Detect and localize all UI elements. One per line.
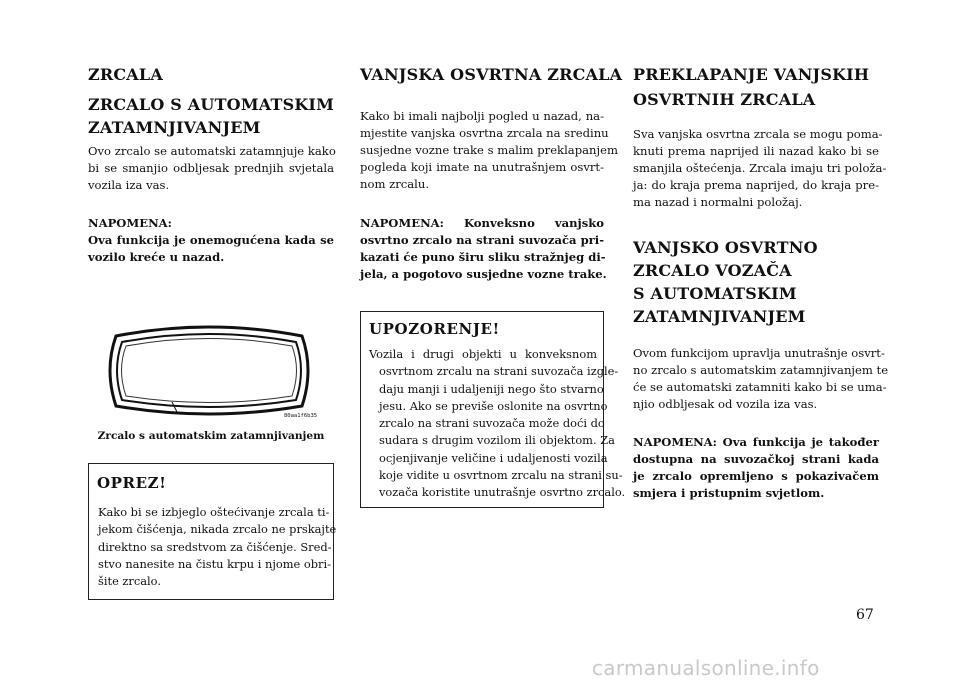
- text-line: Ova funkcija je onemogućena kada se: [88, 233, 334, 247]
- figure-caption: Zrcalo s automatskim zatamnjivanjem: [97, 430, 325, 442]
- text-line: sudara s drugim vozilom ili objektom. Za: [379, 433, 615, 448]
- text-line: vozila iza vas.: [88, 178, 170, 192]
- text-line: ocjenjivanje veličine i udaljenosti vozila: [379, 450, 608, 465]
- caution-title: OPREZ!: [97, 474, 167, 492]
- warning-text: [369, 346, 626, 502]
- text-line: ja: do kraja prema naprijed, do kraja pre-: [633, 178, 879, 192]
- text-line: osvrtno zrcalo na strani suvozača pri-: [360, 233, 605, 247]
- text-line: no zrcalo s automatskim zatamnjivanjem te: [633, 363, 889, 377]
- heading-driver-mirror-l4: ZATAMNJIVANJEM: [633, 307, 806, 326]
- text-line: Ovom funkcijom upravlja unutrašnje osvrt-: [633, 346, 885, 360]
- text-line: jekom čišćenja, nikada zrcalo ne prskajte: [98, 522, 337, 537]
- text-line: Kako bi se izbjeglo oštećivanje zrcala ti-: [98, 505, 330, 519]
- text-line: stvo nanesite na čistu krpu i njome obri-: [98, 556, 331, 571]
- text-line: smjera i pristupnim svjetlom.: [633, 486, 825, 500]
- text-line: mjestite vanjska osvrtna zrcala na sredinu: [360, 126, 609, 140]
- caution-text: [98, 504, 337, 590]
- text-line: direktno sa sredstvom za čišćenje. Sred-: [98, 539, 332, 554]
- text-line: Vozila i drugi objekti u konveksnom: [369, 347, 597, 361]
- heading-driver-mirror-l3: S AUTOMATSKIM: [633, 284, 797, 303]
- text-line: dostupna na suvozačkoj strani kada: [633, 452, 879, 466]
- paragraph-driver-mirror: [633, 345, 889, 413]
- note-convex-mirror: [360, 215, 607, 283]
- caution-box: [88, 463, 337, 600]
- text-line: NAPOMENA: Konveksno vanjsko: [360, 216, 604, 230]
- text-line: daju manji i udaljeniji nego što stvarno: [379, 381, 604, 396]
- text-line: jesu. Ako se previše oslonite na osvrtno: [379, 398, 608, 413]
- note-reverse: [88, 215, 334, 266]
- text-line: je zrcalo opremljeno s pokazivačem: [633, 469, 879, 483]
- text-line: ma nazad i normalni položaj.: [633, 195, 803, 209]
- paragraph-auto-dimming: [88, 143, 334, 194]
- text-line: vozilo kreće u nazad.: [88, 250, 225, 264]
- warning-title: UPOZORENJE!: [369, 320, 500, 338]
- heading-driver-mirror-l1: VANJSKO OSVRTNO: [633, 238, 818, 257]
- paragraph-folding-mirrors: [633, 126, 887, 211]
- heading-auto-dimming-mirror-l1: ZRCALO S AUTOMATSKIM: [88, 95, 335, 114]
- text-line: koje vidite u osvrtnom zrcalu na strani su-: [379, 468, 623, 483]
- text-line: Ovo zrcalo se automatski zatamnjuje kako: [88, 144, 336, 158]
- heading-outside-mirrors: VANJSKA OSVRTNA ZRCALA: [360, 65, 623, 84]
- text-line: osvrtnom zrcalu na strani suvozača izgle-: [379, 364, 619, 379]
- text-line: vozača koristite unutrašnje osvrtno zrcalo.: [379, 485, 626, 500]
- text-line: susjedne vozne trake s malim preklapanjem: [360, 143, 618, 157]
- text-line: nom zrcalu.: [360, 177, 430, 191]
- page-number: 67: [856, 607, 874, 623]
- heading-auto-dimming-mirror-l2: ZATAMNJIVANJEM: [88, 118, 261, 137]
- text-line: će se automatski zatamniti kako bi se uma-: [633, 380, 887, 394]
- section-heading-mirrors: ZRCALA: [88, 65, 163, 84]
- text-line: zrcalo na strani suvozača može doći do: [379, 416, 605, 431]
- text-line: kazati će puno širu sliku stražnjeg di-: [360, 250, 606, 264]
- rearview-mirror-icon: [102, 316, 316, 428]
- text-line: Sva vanjska osvrtna zrcala se mogu poma-: [633, 127, 883, 141]
- text-line: njio odbljesak od vozila iza vas.: [633, 397, 818, 411]
- text-line: knuti prema naprijed ili nazad kako bi se: [633, 144, 879, 158]
- image-code: 80aa1f6b35: [284, 413, 318, 419]
- text-line: smanjila oštećenja. Zrcala imaju tri položa-: [633, 161, 887, 175]
- paragraph-outside-mirrors: [360, 108, 618, 193]
- warning-box: [360, 311, 626, 508]
- note-passenger-side: [633, 434, 879, 502]
- heading-folding-mirrors-l1: PREKLAPANJE VANJSKIH: [633, 65, 870, 84]
- note-label: NAPOMENA:: [88, 216, 172, 230]
- heading-driver-mirror-l2: ZRCALO VOZAČA: [633, 261, 792, 280]
- watermark: carmanualsonline.info: [592, 656, 820, 680]
- text-line: pogleda koji imate na unutrašnjem osvrt-: [360, 160, 604, 174]
- text-line: šite zrcalo.: [98, 574, 161, 589]
- heading-folding-mirrors-l2: OSVRTNIH ZRCALA: [633, 90, 816, 109]
- text-line: jela, a pogotovo susjedne vozne trake.: [360, 267, 607, 281]
- mirror-illustration: [102, 316, 316, 428]
- text-line: Kako bi imali najbolji pogled u nazad, na-: [360, 109, 604, 123]
- text-line: bi se smanjio odbljesak prednjih svjetala: [88, 161, 334, 175]
- text-line: NAPOMENA: Ova funkcija je također: [633, 435, 879, 449]
